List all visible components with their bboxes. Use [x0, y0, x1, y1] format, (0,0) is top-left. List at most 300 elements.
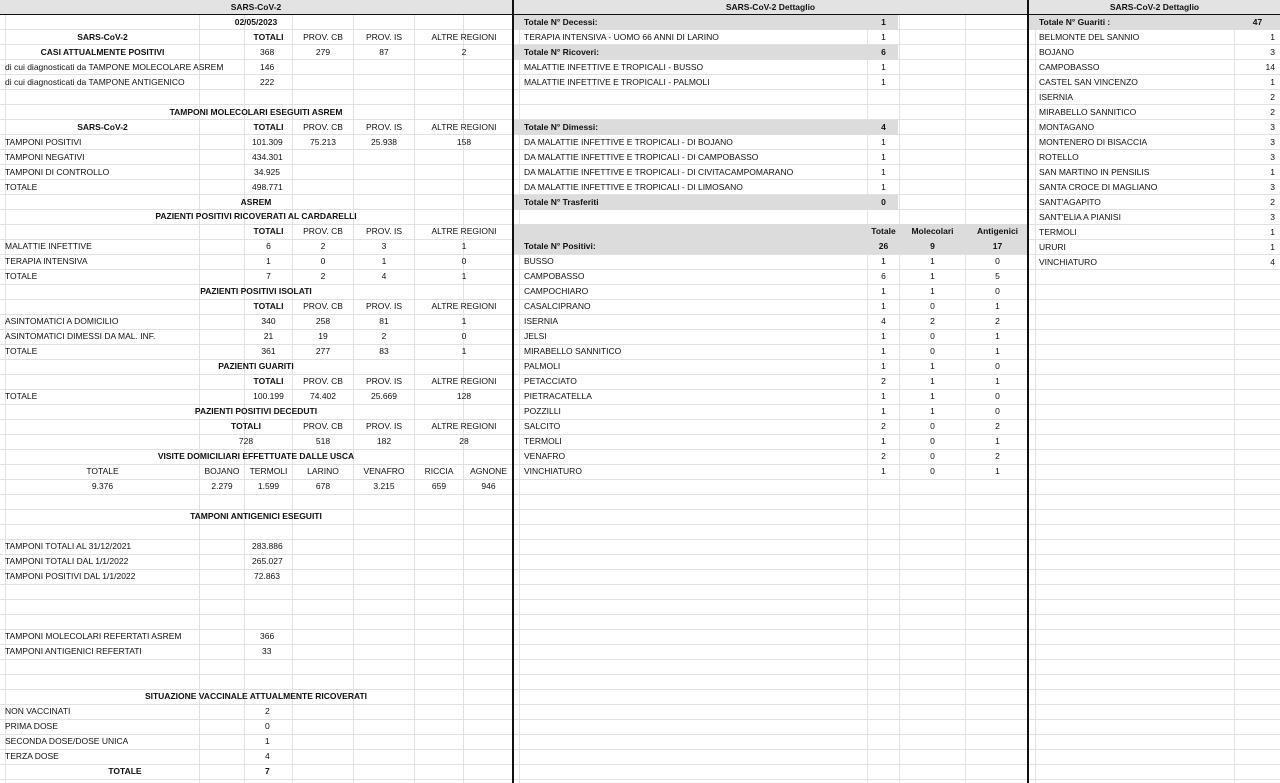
row-label: TAMPONI POSITIVI — [5, 137, 82, 147]
dimessi-item — [514, 135, 1027, 150]
col-altre-regioni: ALTRE REGIONI — [431, 122, 497, 132]
comune-molecolari: 0 — [930, 451, 935, 461]
tamponi-row — [0, 135, 512, 150]
row-label: TAMPONI ANTIGENICI REFERTATI — [5, 646, 142, 656]
comune-name: BELMONTE DEL SANNIO — [1039, 32, 1140, 42]
comune-totale: 2 — [881, 421, 886, 431]
row-label: TOTALE — [5, 271, 38, 281]
panel-header — [0, 0, 512, 15]
comune-antigenici: 0 — [995, 361, 1000, 371]
comune-name: VENAFRO — [524, 451, 566, 461]
panel-dettaglio — [514, 0, 1029, 783]
comune-name: BUSSO — [524, 256, 554, 266]
panel-header — [514, 0, 1027, 15]
comune-positivi-row — [514, 284, 1027, 299]
comune-molecolari: 0 — [930, 346, 935, 356]
comune-name: PETACCIATO — [524, 376, 577, 386]
usca-col: VENAFRO — [363, 466, 405, 476]
panel-title: SARS-CoV-2 Dettaglio — [725, 2, 816, 12]
col-prov-cb: PROV. CB — [303, 421, 343, 431]
row-cb: 74.402 — [310, 391, 336, 401]
comune-name: URURI — [1039, 242, 1066, 252]
comune-name: ISERNIA — [1039, 92, 1074, 102]
vaccinale-row — [0, 719, 512, 734]
row-totali: 100.199 — [253, 391, 284, 401]
comune-totale: 2 — [881, 376, 886, 386]
isolati-row — [0, 314, 512, 329]
antigenici-row — [0, 539, 512, 554]
item-value: 1 — [881, 182, 886, 192]
comune-name: VINCHIATURO — [1039, 257, 1097, 267]
casi-cb: 279 — [315, 47, 331, 57]
usca-value: 1.599 — [257, 481, 280, 491]
col-prov-cb: PROV. CB — [303, 122, 343, 132]
casi-totali: 368 — [260, 47, 275, 57]
comune-guariti-row — [1029, 195, 1280, 210]
comune-guariti-value: 3 — [1270, 212, 1275, 222]
comune-antigenici: 1 — [995, 301, 1000, 311]
comune-name: TERMOLI — [1039, 227, 1077, 237]
row-cb: 518 — [315, 436, 331, 446]
comune-antigenici: 1 — [995, 436, 1000, 446]
antigenici-row — [0, 569, 512, 584]
tampone-antigenico-value: 222 — [260, 77, 275, 87]
comune-antigenici: 1 — [995, 346, 1000, 356]
row-cb: 19 — [318, 331, 328, 341]
comune-name: PALMOLI — [524, 361, 561, 371]
comune-molecolari: 0 — [930, 421, 935, 431]
tampone-molecolare-row — [0, 60, 512, 75]
comune-name: MIRABELLO SANNITICO — [1039, 107, 1137, 117]
isolati-row — [0, 329, 512, 344]
usca-col: BOJANO — [204, 466, 240, 476]
panel-riepilogo — [0, 0, 514, 783]
comune-molecolari: 1 — [930, 391, 935, 401]
positivi-header-row — [514, 224, 1027, 239]
row-cb: 277 — [315, 346, 331, 356]
col-prov-cb: PROV. CB — [303, 376, 343, 386]
comune-antigenici: 0 — [995, 406, 1000, 416]
col-totale: Totale — [871, 226, 896, 236]
row-label: SECONDA DOSE/DOSE UNICA — [5, 736, 129, 746]
dimessi-item — [514, 180, 1027, 195]
casi-positivi-row — [0, 45, 512, 60]
row-altre: 128 — [456, 391, 472, 401]
casi-header-row — [0, 30, 512, 45]
row-is: 2 — [381, 331, 387, 341]
decessi-label: Totale N° Decessi: — [524, 17, 598, 27]
comune-totale: 1 — [881, 331, 886, 341]
usca-value: 659 — [431, 481, 447, 491]
col-totali: TOTALI — [231, 421, 261, 431]
tamponi-row — [0, 150, 512, 165]
row-totali: 21 — [263, 331, 274, 341]
comune-antigenici: 2 — [995, 451, 1000, 461]
row-cb: 2 — [320, 241, 326, 251]
comune-positivi-row — [514, 254, 1027, 269]
comune-guariti-value: 2 — [1270, 107, 1275, 117]
row-value: 366 — [260, 631, 275, 641]
comune-antigenici: 1 — [995, 466, 1000, 476]
panel-header — [1029, 0, 1280, 15]
row-is: 25.669 — [371, 391, 397, 401]
comune-name: PIETRACATELLA — [524, 391, 592, 401]
col-prov-cb: PROV. CB — [303, 32, 343, 42]
guariti-value: 47 — [1252, 17, 1263, 27]
comune-totale: 1 — [881, 346, 886, 356]
comune-molecolari: 0 — [930, 466, 935, 476]
vaccinale-row — [0, 749, 512, 764]
asrem-row — [0, 195, 512, 210]
usca-value: 946 — [481, 481, 496, 491]
row-value: 283.886 — [252, 541, 283, 551]
guariti-title-row — [0, 359, 512, 374]
usca-values-row — [0, 479, 512, 494]
item-label: MALATTIE INFETTIVE E TROPICALI - PALMOLI — [524, 77, 710, 87]
row-altre: 1 — [461, 271, 467, 281]
col-altre-regioni: ALTRE REGIONI — [431, 301, 497, 311]
antigenici-row — [0, 554, 512, 569]
item-value: 1 — [881, 152, 886, 162]
isolati-title-row — [0, 284, 512, 299]
comune-positivi-row — [514, 374, 1027, 389]
referti-row — [0, 644, 512, 659]
ricoveri-item — [514, 75, 1027, 90]
usca-col: LARINO — [307, 466, 339, 476]
row-totali: 6 — [266, 241, 271, 251]
row-label: TAMPONI NEGATIVI — [5, 152, 85, 162]
molecolari-title: TAMPONI MOLECOLARI ESEGUITI ASREM — [169, 107, 343, 117]
report-date: 02/05/2023 — [234, 17, 278, 27]
panel-guariti — [1029, 0, 1280, 783]
row-is: 3 — [381, 241, 387, 251]
sars-label: SARS-CoV-2 — [77, 32, 128, 42]
usca-title-row — [0, 449, 512, 464]
comune-name: CAMPOBASSO — [1039, 62, 1100, 72]
row-altre: 1 — [461, 346, 467, 356]
row-is: 25.938 — [371, 137, 397, 147]
col-totali: TOTALI — [253, 226, 284, 236]
row-label: TERZA DOSE — [5, 751, 59, 761]
row-altre: 1 — [461, 241, 467, 251]
comune-positivi-row — [514, 464, 1027, 479]
comune-guariti-row — [1029, 90, 1280, 105]
ricoveri-item — [514, 60, 1027, 75]
row-label: PRIMA DOSE — [5, 721, 58, 731]
usca-col: TERMOLI — [249, 466, 288, 476]
row-totali: 728 — [238, 436, 254, 446]
row-totali: 340 — [261, 316, 276, 326]
usca-value: 2.279 — [211, 481, 233, 491]
isolati-title: PAZIENTI POSITIVI ISOLATI — [200, 286, 312, 296]
comune-antigenici: 0 — [995, 391, 1000, 401]
comune-guariti-value: 2 — [1270, 197, 1275, 207]
deceduti-header-row — [0, 419, 512, 434]
comune-name: SANTA CROCE DI MAGLIANO — [1039, 182, 1158, 192]
comune-guariti-value: 1 — [1270, 77, 1275, 87]
comune-positivi-row — [514, 299, 1027, 314]
ricoveri-row — [514, 45, 898, 60]
comune-antigenici: 5 — [995, 271, 1000, 281]
item-value: 1 — [881, 167, 886, 177]
trasferiti-row — [514, 195, 898, 210]
usca-value: 9.376 — [91, 481, 114, 491]
comune-guariti-value: 1 — [1270, 32, 1275, 42]
comune-guariti-row — [1029, 120, 1280, 135]
row-label: TAMPONI POSITIVI DAL 1/1/2022 — [5, 571, 136, 581]
row-label: ASINTOMATICI DIMESSI DA MAL. INF. — [5, 331, 156, 341]
date-row — [0, 15, 512, 30]
comune-antigenici: 2 — [995, 316, 1000, 326]
row-value: 4 — [265, 751, 270, 761]
tampone-antigenico-label: di cui diagnosticati da TAMPONE ANTIGENICO — [5, 77, 185, 87]
positivi-total-row — [514, 239, 1027, 254]
comune-molecolari: 1 — [930, 286, 935, 296]
comune-positivi-row — [514, 269, 1027, 284]
item-value: 1 — [881, 137, 886, 147]
comune-name: SANT'AGAPITO — [1039, 197, 1101, 207]
comune-guariti-row — [1029, 60, 1280, 75]
row-totali: 34.925 — [254, 167, 280, 177]
item-label: MALATTIE INFETTIVE E TROPICALI - BUSSO — [524, 62, 704, 72]
guariti-total-row — [1029, 15, 1280, 30]
guariti-row — [0, 389, 512, 404]
row-value: 1 — [265, 736, 270, 746]
row-totali: 7 — [266, 271, 271, 281]
row-value: 7 — [265, 766, 270, 776]
comune-name: CAMPOCHIARO — [524, 286, 589, 296]
usca-value: 678 — [315, 481, 331, 491]
row-cb: 0 — [320, 256, 326, 266]
comune-name: CAMPOBASSO — [524, 271, 585, 281]
referti-row — [0, 629, 512, 644]
comune-molecolari: 1 — [930, 271, 935, 281]
row-value: 0 — [265, 721, 270, 731]
positivi-totale: 26 — [878, 241, 889, 251]
row-altre: 0 — [461, 331, 467, 341]
comune-name: SANT'ELIA A PIANISI — [1039, 212, 1121, 222]
row-label: TOTALE — [5, 391, 38, 401]
comune-guariti-row — [1029, 255, 1280, 270]
panel-title: SARS-CoV-2 — [230, 2, 282, 12]
asrem-title: ASREM — [240, 197, 272, 207]
antigenici-title-row — [0, 509, 512, 524]
row-altre: 1 — [461, 316, 467, 326]
ricoverati-row — [0, 239, 512, 254]
item-value: 1 — [881, 32, 886, 42]
decessi-value: 1 — [881, 17, 886, 27]
col-totali: TOTALI — [253, 376, 284, 386]
decessi-row — [514, 15, 898, 30]
comune-totale: 6 — [881, 271, 886, 281]
comune-antigenici: 1 — [995, 376, 1000, 386]
ricoverati-title-row — [0, 209, 512, 224]
row-is: 4 — [381, 271, 387, 281]
comune-name: ROTELLO — [1039, 152, 1079, 162]
row-altre: 0 — [461, 256, 467, 266]
positivi-molecolari: 9 — [930, 241, 935, 251]
sars-label: SARS-CoV-2 — [77, 122, 128, 132]
comune-guariti-row — [1029, 225, 1280, 240]
panel-title: SARS-CoV-2 Dettaglio — [1109, 2, 1200, 12]
comune-guariti-value: 3 — [1270, 137, 1275, 147]
comune-molecolari: 0 — [930, 331, 935, 341]
positivi-antigenici: 17 — [992, 241, 1003, 251]
casi-is: 87 — [379, 47, 389, 57]
tampone-molecolare-label: di cui diagnosticati da TAMPONE MOLECOLARE ASREM — [5, 62, 224, 72]
row-label: TAMPONI TOTALI DAL 1/1/2022 — [5, 556, 129, 566]
comune-totale: 1 — [881, 391, 886, 401]
col-totali: TOTALI — [253, 122, 284, 132]
comune-positivi-row — [514, 314, 1027, 329]
row-label: TOTALE — [5, 346, 38, 356]
row-label: TOTALE — [108, 766, 142, 776]
comune-guariti-row — [1029, 105, 1280, 120]
row-is: 81 — [379, 316, 389, 326]
col-altre-regioni: ALTRE REGIONI — [431, 421, 497, 431]
row-value: 2 — [265, 706, 270, 716]
item-label: DA MALATTIE INFETTIVE E TROPICALI - DI CAMPOBASSO — [524, 152, 759, 162]
col-altre-regioni: ALTRE REGIONI — [431, 32, 497, 42]
item-label: TERAPIA INTENSIVA - UOMO 66 ANNI DI LARINO — [524, 32, 719, 42]
vaccinale-row — [0, 704, 512, 719]
dimessi-value: 4 — [881, 122, 886, 132]
comune-totale: 1 — [881, 361, 886, 371]
col-prov-is: PROV. IS — [365, 32, 403, 42]
dimessi-label: Totale N° Dimessi: — [524, 122, 599, 132]
usca-col: RICCIA — [424, 466, 454, 476]
comune-guariti-row — [1029, 135, 1280, 150]
guariti-label: Totale N° Guariti : — [1039, 17, 1111, 27]
trasferiti-value: 0 — [881, 197, 886, 207]
col-prov-is: PROV. IS — [365, 376, 403, 386]
isolati-row — [0, 344, 512, 359]
comune-guariti-value: 1 — [1270, 227, 1275, 237]
comune-totale: 1 — [881, 286, 886, 296]
row-value: 265.027 — [252, 556, 283, 566]
comune-positivi-row — [514, 359, 1027, 374]
row-label: TAMPONI MOLECOLARI REFERTATI ASREM — [5, 631, 182, 641]
tamponi-header-row — [0, 120, 512, 135]
item-label: DA MALATTIE INFETTIVE E TROPICALI - DI CIVITACAMPOMARANO — [524, 167, 794, 177]
col-prov-is: PROV. IS — [365, 122, 403, 132]
comune-name: ISERNIA — [524, 316, 559, 326]
comune-molecolari: 1 — [930, 406, 935, 416]
col-altre-regioni: ALTRE REGIONI — [431, 376, 497, 386]
deceduti-title: PAZIENTI POSITIVI DECEDUTI — [194, 406, 318, 416]
row-totali: 498.771 — [252, 182, 283, 192]
usca-title: VISITE DOMICILIARI EFFETTUATE DALLE USCA — [157, 451, 355, 461]
comune-molecolari: 2 — [930, 316, 935, 326]
row-altre: 158 — [456, 137, 472, 147]
col-prov-cb: PROV. CB — [303, 301, 343, 311]
col-prov-is: PROV. IS — [365, 226, 403, 236]
comune-positivi-row — [514, 419, 1027, 434]
usca-col: AGNONE — [470, 466, 507, 476]
comune-antigenici: 2 — [995, 421, 1000, 431]
col-totali: TOTALI — [253, 32, 284, 42]
comune-name: TERMOLI — [524, 436, 562, 446]
col-molecolari: Molecolari — [911, 226, 954, 236]
comune-positivi-row — [514, 434, 1027, 449]
row-value: 72.863 — [254, 571, 280, 581]
comune-totale: 1 — [881, 256, 886, 266]
ricoverati-title: PAZIENTI POSITIVI RICOVERATI AL CARDARELLI — [155, 211, 357, 221]
col-totali: TOTALI — [253, 301, 284, 311]
vaccinale-title: SITUAZIONE VACCINALE ATTUALMENTE RICOVERATI — [144, 691, 368, 701]
comune-totale: 1 — [881, 406, 886, 416]
comune-positivi-row — [514, 389, 1027, 404]
tampone-antigenico-row — [0, 75, 512, 90]
guariti-title: PAZIENTI GUARITI — [218, 361, 294, 371]
tamponi-row — [0, 165, 512, 180]
comune-positivi-row — [514, 344, 1027, 359]
ricoverati-row — [0, 254, 512, 269]
guariti-header-row — [0, 374, 512, 389]
comune-positivi-row — [514, 449, 1027, 464]
isolati-header-row — [0, 299, 512, 314]
row-totali: 101.309 — [252, 137, 283, 147]
comune-guariti-value: 4 — [1270, 257, 1275, 267]
col-antigenici: Antigenici — [976, 226, 1019, 236]
comune-antigenici: 0 — [995, 256, 1000, 266]
dimessi-item — [514, 165, 1027, 180]
comune-guariti-row — [1029, 165, 1280, 180]
ricoveri-label: Totale N° Ricoveri: — [524, 47, 600, 57]
comune-name: BOJANO — [1039, 47, 1074, 57]
item-value: 1 — [881, 62, 886, 72]
comune-name: SALCITO — [524, 421, 561, 431]
col-prov-cb: PROV. CB — [303, 226, 343, 236]
comune-guariti-value: 1 — [1270, 167, 1275, 177]
comune-name: MIRABELLO SANNITICO — [524, 346, 622, 356]
comune-antigenici: 1 — [995, 331, 1000, 341]
row-label: MALATTIE INFETTIVE — [5, 241, 92, 251]
row-altre: 28 — [459, 436, 469, 446]
comune-guariti-value: 3 — [1270, 152, 1275, 162]
comune-guariti-value: 14 — [1265, 62, 1275, 72]
comune-name: SAN MARTINO IN PENSILIS — [1039, 167, 1150, 177]
row-label: TAMPONI TOTALI AL 31/12/2021 — [5, 541, 132, 551]
item-label: DA MALATTIE INFETTIVE E TROPICALI - DI BOJANO — [524, 137, 733, 147]
comune-totale: 2 — [881, 451, 886, 461]
comune-molecolari: 1 — [930, 361, 935, 371]
comune-name: MONTENERO DI BISACCIA — [1039, 137, 1148, 147]
row-value: 33 — [262, 646, 272, 656]
row-totali: 1 — [266, 256, 271, 266]
row-label: ASINTOMATICI A DOMICILIO — [5, 316, 119, 326]
item-label: DA MALATTIE INFETTIVE E TROPICALI - DI LIMOSANO — [524, 182, 743, 192]
ricoveri-value: 6 — [881, 47, 886, 57]
item-value: 1 — [881, 77, 886, 87]
row-label: TAMPONI DI CONTROLLO — [5, 167, 110, 177]
comune-antigenici: 0 — [995, 286, 1000, 296]
usca-value: 3.215 — [373, 481, 395, 491]
row-totali: 434.301 — [252, 152, 283, 162]
row-is: 83 — [379, 346, 389, 356]
deceduti-title-row — [0, 404, 512, 419]
row-label: TOTALE — [5, 182, 38, 192]
comune-guariti-row — [1029, 240, 1280, 255]
ricoverati-row — [0, 269, 512, 284]
row-label: TERAPIA INTENSIVA — [5, 256, 88, 266]
comune-guariti-value: 1 — [1270, 242, 1275, 252]
decessi-item — [514, 30, 1027, 45]
comune-name: JELSI — [524, 331, 547, 341]
comune-totale: 1 — [881, 436, 886, 446]
comune-molecolari: 1 — [930, 256, 935, 266]
row-is: 182 — [376, 436, 392, 446]
